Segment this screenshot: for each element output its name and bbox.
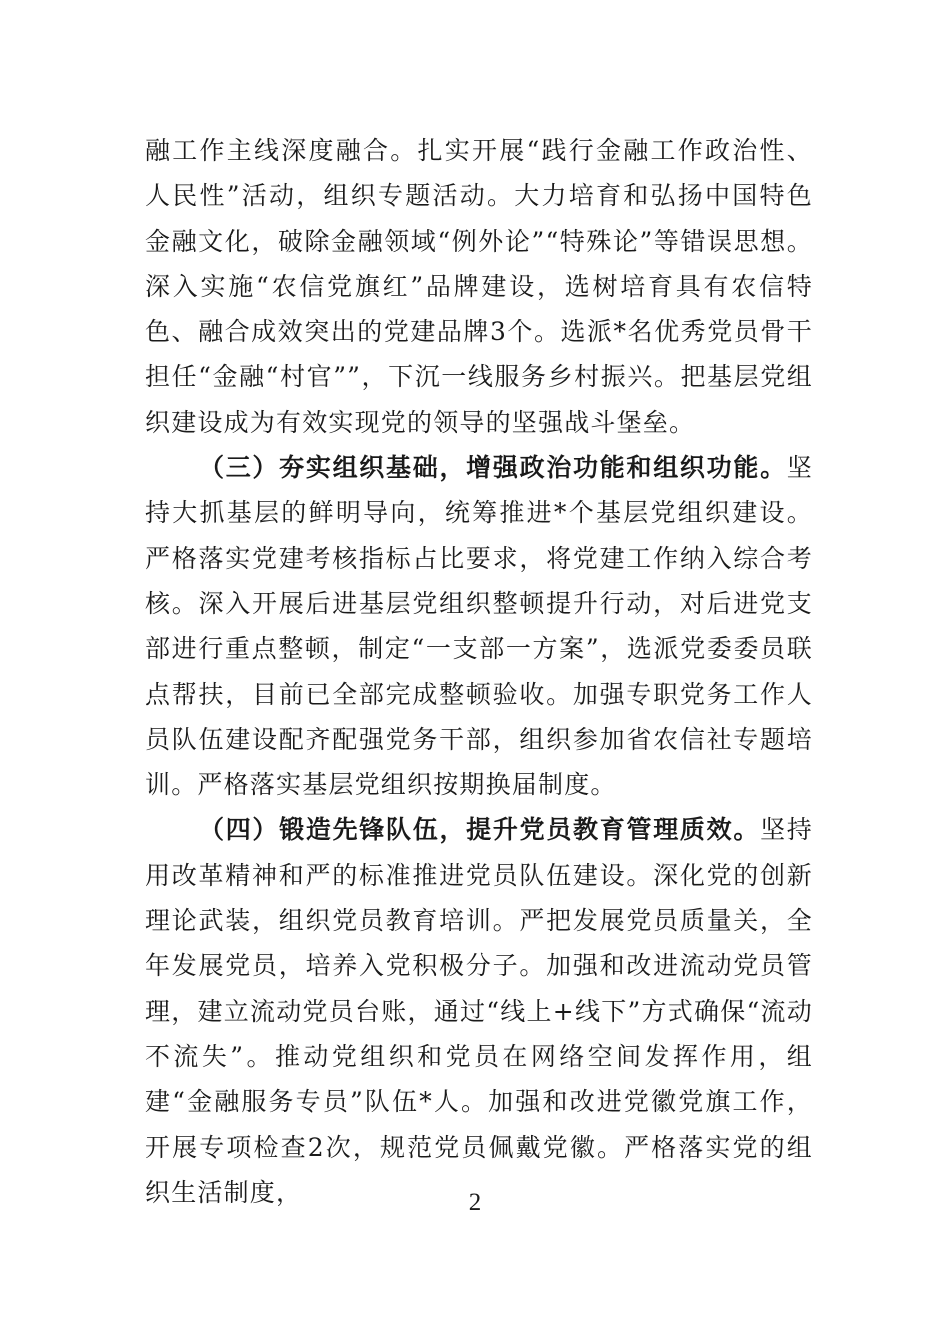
paragraph-body: 坚持大抓基层的鲜明导向，统筹推进*个基层党组织建设。严格落实党建考核指标占比要求，将党建工作纳入综合考核。深入开展后进基层党组织整顿提升行动，对后进党支部进行重点整顿，制定“一支部一方案”，选派党委委员联点帮扶，目前已全部完成整顿验收。加强专职党务工作人员队伍建设配齐配强党务干部，组织参加省农信社专题培训。严格落实基层党组织按期换届制度。 <box>145 453 813 800</box>
page-number: 2 <box>468 1189 482 1216</box>
paragraph-body: 坚持用改革精神和严的标准推进党员队伍建设。深化党的创新理论武装，组织党员教育培训。严把发展党员质量关，全年发展党员，培养入党积极分子。加强和改进流动党员管理，建立流动党员台账，通过“线上+线下”方式确保“流动不流失”。推动党组织和党员在网络空间发挥作用，组建“金融服务专员”队伍*人。加强和改进党徽党旗工作，开展专项检查2次，规范党员佩戴党徽。严格落实党的组织生活制度， <box>145 815 813 1207</box>
paragraph-section-3 <box>145 445 813 807</box>
paragraph-section-4 <box>145 807 813 1215</box>
section-heading-4: （四）锻造先锋队伍，提升党员教育管理质效。 <box>199 815 761 845</box>
paragraph-body: 融工作主线深度融合。扎实开展“践行金融工作政治性、人民性”活动，组织专题活动。大力培育和弘扬中国特色金融文化，破除金融领域“例外论”“特殊论”等错误思想。深入实施“农信党旗红”品牌建设，选树培育具有农信特色、融合成效突出的党建品牌3个。选派*名优秀党员骨干担任“金融“村官””，下沉一线服务乡村振兴。把基层党组织建设成为有效实现党的领导的坚强战斗堡垒。 <box>145 136 813 437</box>
body-text <box>145 128 813 1215</box>
paragraph-continuation <box>145 128 813 445</box>
section-heading-3: （三）夯实组织基础，增强政治功能和组织功能。 <box>199 453 787 483</box>
